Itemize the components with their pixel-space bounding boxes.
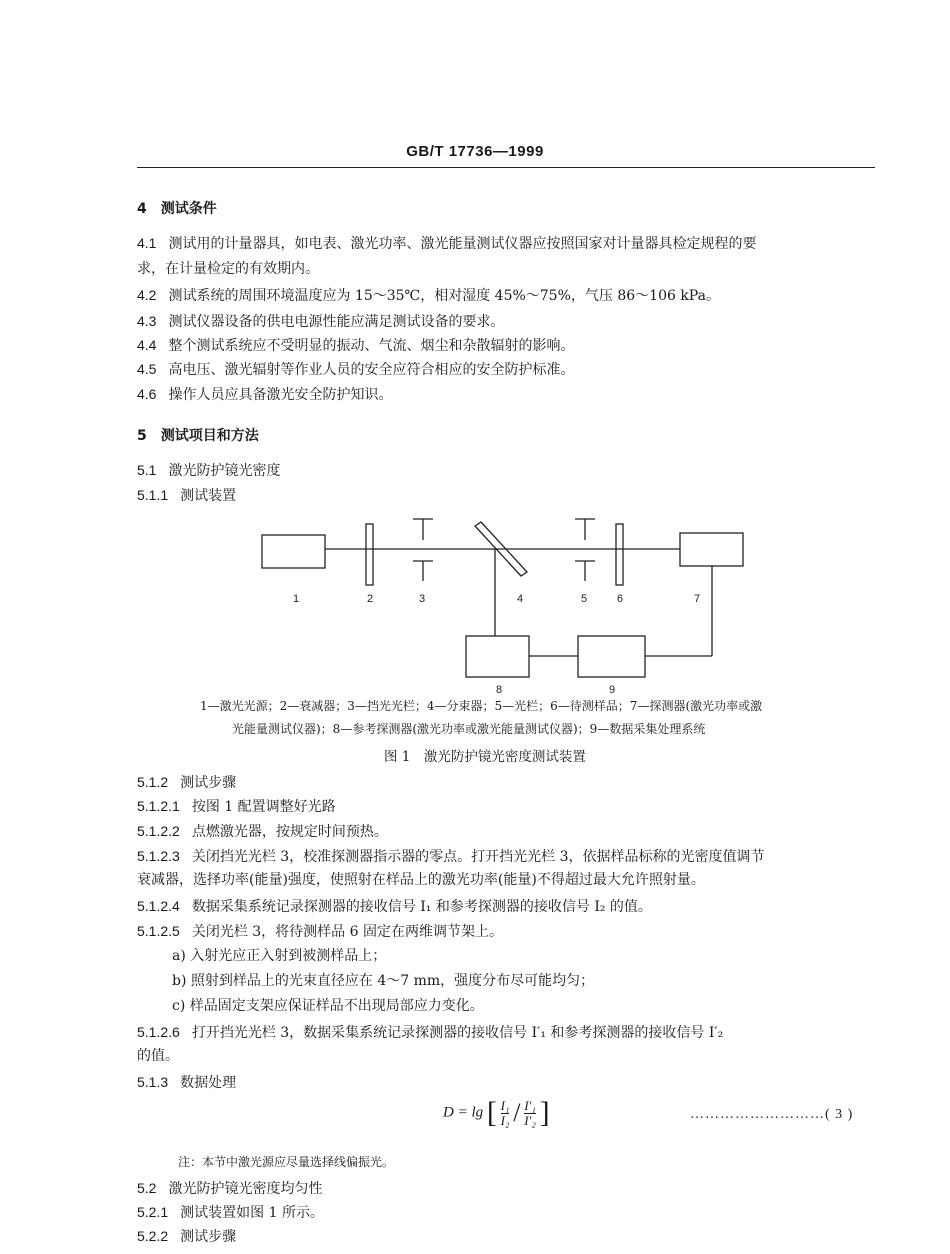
clause-text: 数据处理 bbox=[180, 1075, 237, 1091]
label-9: 9 bbox=[609, 684, 616, 696]
clause-text: 操作人员应具备激光安全防护知识。 bbox=[168, 387, 393, 403]
section-title: 测试项目和方法 bbox=[160, 428, 259, 444]
reference-detector-box bbox=[466, 636, 529, 677]
label-1: 1 bbox=[293, 593, 300, 605]
label-2: 2 bbox=[367, 593, 374, 605]
clause-text: 关闭光栏 3，将待测样品 6 固定在两维调节架上。 bbox=[191, 924, 503, 940]
clause-number: 5.1.1 bbox=[137, 487, 169, 503]
clause-text: 整个测试系统应不受明显的振动、气流、烟尘和杂散辐射的影响。 bbox=[168, 338, 575, 354]
laser-source-box bbox=[262, 535, 325, 568]
list-item-a: a) 入射光应正入射到被测样品上； bbox=[172, 948, 387, 964]
clause-text: 测试步骤 bbox=[180, 775, 237, 791]
figure-caption-line-1: 1—激光光源；2—衰减器；3—挡光光栏；4—分束器；5—光栏；6—待测样品；7—探测器(激光功率或激 bbox=[200, 699, 763, 713]
clause-number: 5.2.2 bbox=[137, 1228, 169, 1244]
clause-5-2-1 bbox=[137, 1201, 324, 1224]
clause-number: 5.2.1 bbox=[137, 1204, 169, 1220]
clause-number: 5.1.2.1 bbox=[137, 798, 180, 814]
clause-text: 打开挡光光栏 3，数据采集系统记录探测器的接收信号 I′₁ 和参考探测器的接收信号 I′₂ bbox=[191, 1025, 724, 1041]
clause-5-1-2-3-cont: 衰减器，选择功率(能量)强度，使照射在样品上的激光功率(能量)不得超过最大允许照射量。 bbox=[137, 872, 705, 888]
label-5: 5 bbox=[581, 593, 588, 605]
clause-5-1-2-6-cont: 的值。 bbox=[137, 1048, 179, 1064]
clause-text: 数据采集系统记录探测器的接收信号 I₁ 和参考探测器的接收信号 I₂ 的值。 bbox=[191, 899, 652, 915]
denominator-1: I₂ bbox=[500, 1112, 510, 1128]
clause-5-2 bbox=[137, 1177, 322, 1200]
clause-text: 测试用的计量器具，如电表、激光功率、激光能量测试仪器应按照国家对计量器具检定规程的要 bbox=[168, 236, 757, 252]
detector-box bbox=[680, 533, 743, 566]
section-number: 5 bbox=[137, 428, 147, 444]
clause-number: 5.2 bbox=[137, 1180, 157, 1196]
right-bracket: ] bbox=[539, 1096, 550, 1129]
clause-5-1-2-1 bbox=[137, 795, 336, 818]
clause-text: 点燃激光器，按规定时间预热。 bbox=[191, 824, 388, 840]
clause-5-1-2-6 bbox=[137, 1021, 723, 1044]
clause-number: 5.1.2.2 bbox=[137, 823, 180, 839]
clause-text: 测试装置如图 1 所示。 bbox=[180, 1205, 324, 1221]
clause-number: 4.3 bbox=[137, 313, 157, 329]
numerator-1: I₁ bbox=[500, 1097, 510, 1113]
clause-number: 4.2 bbox=[137, 287, 157, 303]
label-8: 8 bbox=[496, 684, 503, 696]
clause-number: 5.1 bbox=[137, 462, 157, 478]
clause-text: 激光防护镜光密度均匀性 bbox=[168, 1181, 323, 1197]
data-acquisition-box bbox=[578, 636, 645, 677]
clause-number: 5.1.2.4 bbox=[137, 898, 180, 914]
clause-4-1-cont: 求，在计量检定的有效期内。 bbox=[137, 261, 319, 277]
clause-text: 测试系统的周围环境温度应为 15～35℃，相对湿度 45%～75%，气压 86～106 kPa。 bbox=[168, 288, 720, 304]
denominator-2: I′₂ bbox=[524, 1112, 536, 1128]
dot-leader: ……………………… bbox=[690, 1107, 825, 1122]
clause-5-1-2-3 bbox=[137, 845, 765, 868]
clause-text: 测试装置 bbox=[180, 488, 237, 504]
formula-3 bbox=[443, 1096, 550, 1130]
figure-caption-line-2: 光能量测试仪器)；8—参考探测器(激光功率或激光能量测试仪器)；9—数据采集处理系统 bbox=[232, 722, 706, 736]
label-7: 7 bbox=[694, 593, 701, 605]
attenuator bbox=[366, 524, 373, 585]
clause-5-1-2-4 bbox=[137, 895, 652, 918]
fraction-2 bbox=[524, 1099, 536, 1128]
clause-number: 5.1.2.5 bbox=[137, 923, 180, 939]
division-slash: / bbox=[513, 1098, 521, 1127]
clause-number: 5.1.2.3 bbox=[137, 848, 180, 864]
clause-5-1-2 bbox=[137, 771, 236, 794]
standard-header: GB/T 17736—1999 bbox=[406, 143, 544, 160]
clause-5-1-2-2 bbox=[137, 820, 388, 843]
figure-title: 图 1 激光防护镜光密度测试装置 bbox=[384, 749, 586, 765]
clause-number: 5.1.3 bbox=[137, 1074, 169, 1090]
formula-lhs: D = lg bbox=[443, 1104, 484, 1121]
list-item-b: b) 照射到样品上的光束直径应在 4～7 mm，强度分布尽可能均匀； bbox=[172, 973, 595, 989]
clause-number: 4.4 bbox=[137, 337, 157, 353]
clause-number: 5.1.2 bbox=[137, 774, 169, 790]
numerator-2: I′₁ bbox=[524, 1097, 536, 1113]
clause-text: 按图 1 配置调整好光路 bbox=[191, 799, 336, 815]
label-6: 6 bbox=[617, 593, 624, 605]
equation-number bbox=[690, 1107, 853, 1123]
clause-5-1-2-5 bbox=[137, 920, 503, 943]
left-bracket: [ bbox=[486, 1096, 497, 1129]
clause-number: 4.1 bbox=[137, 235, 157, 251]
clause-number: 4.5 bbox=[137, 361, 157, 377]
clause-5-1-3 bbox=[137, 1071, 236, 1094]
clause-number: 5.1.2.6 bbox=[137, 1024, 180, 1040]
note: 注：本节中激光源应尽量选择线偏振光。 bbox=[178, 1155, 395, 1169]
clause-text: 高电压、激光辐射等作业人员的安全应符合相应的安全防护标准。 bbox=[168, 362, 575, 378]
clause-text: 测试步骤 bbox=[180, 1229, 237, 1245]
sample bbox=[616, 524, 623, 585]
clause-text: 激光防护镜光密度 bbox=[168, 463, 281, 479]
section-title: 测试条件 bbox=[160, 201, 217, 217]
section-number: 4 bbox=[137, 201, 147, 217]
label-4: 4 bbox=[517, 593, 524, 605]
clause-5-2-2 bbox=[137, 1225, 236, 1248]
label-3: 3 bbox=[419, 593, 426, 605]
equation-label: ( 3 ) bbox=[825, 1107, 854, 1122]
clause-text: 关闭挡光光栏 3，校准探测器指示器的零点。打开挡光光栏 3，依据样品标称的光密度值调节 bbox=[191, 849, 765, 865]
list-item-c: c) 样品固定支架应保证样品不出现局部应力变化。 bbox=[172, 998, 484, 1014]
fraction-1 bbox=[501, 1099, 510, 1128]
clause-number: 4.6 bbox=[137, 386, 157, 402]
clause-text: 测试仪器设备的供电电源性能应满足测试设备的要求。 bbox=[168, 314, 505, 330]
